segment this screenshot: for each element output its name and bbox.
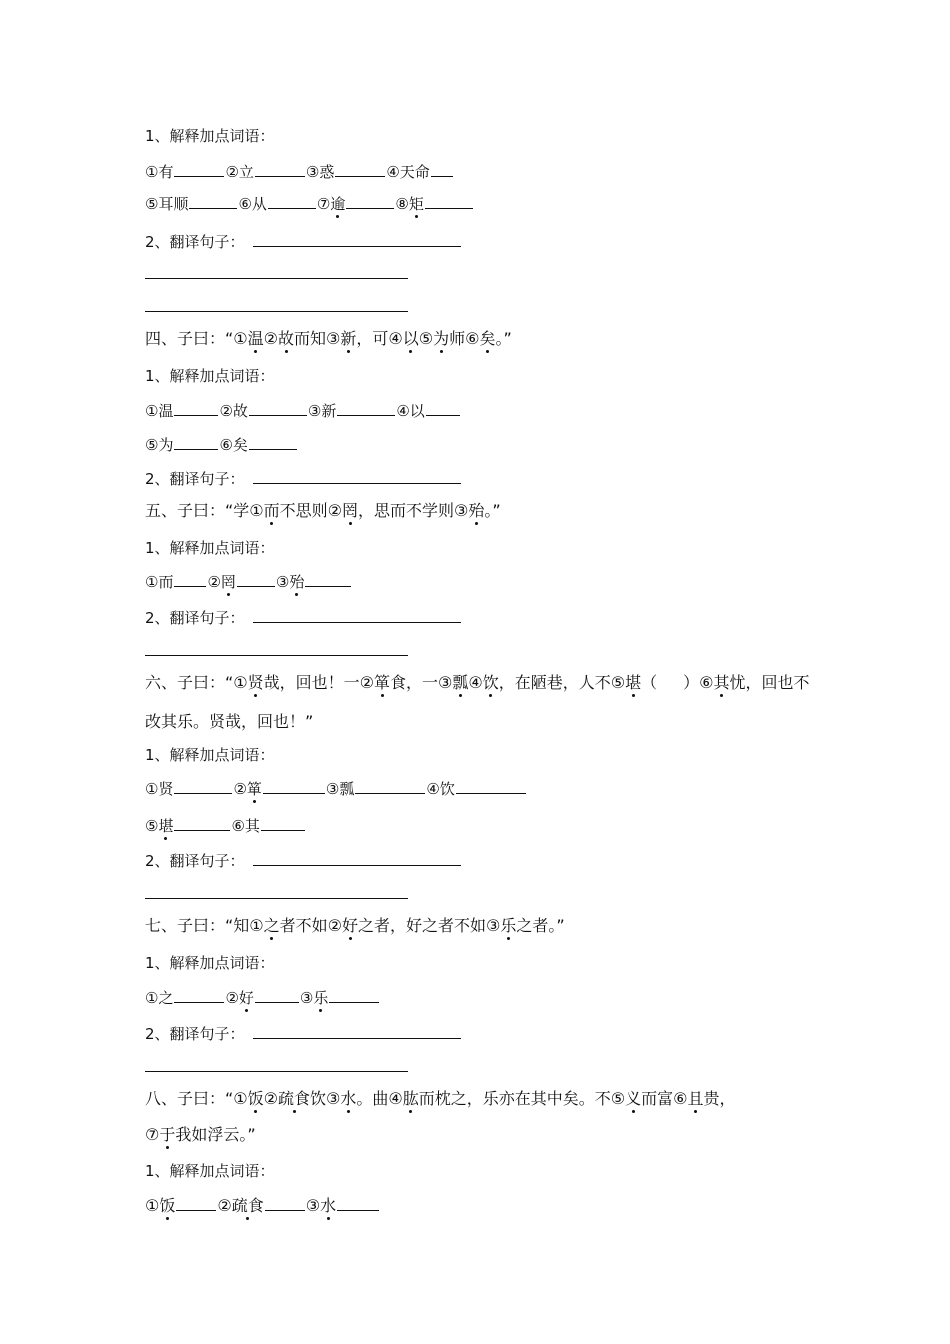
- answer-blank[interactable]: [249, 434, 297, 450]
- text: 七、子曰：“知①: [145, 916, 264, 935]
- text: 我如浮云。”: [175, 1125, 256, 1144]
- text: （: [641, 673, 658, 692]
- sec4-question-2: [145, 468, 462, 489]
- dotted-char: 义: [625, 1089, 642, 1108]
- dotted-char: 乐: [500, 916, 517, 935]
- term: ①: [145, 1196, 160, 1215]
- answer-blank[interactable]: [174, 987, 224, 1003]
- term: ③新: [307, 402, 337, 420]
- text: ，可④: [356, 329, 403, 348]
- answer-blank[interactable]: [176, 1195, 216, 1211]
- translate-label: 2、翻译句子：: [145, 233, 245, 251]
- dotted-char: 贤: [247, 673, 264, 692]
- dotted-char: 瓢: [452, 673, 469, 692]
- text: ，在陋巷，人不⑤: [498, 673, 626, 692]
- term: ⑥从: [238, 195, 267, 213]
- text: 者不如②: [279, 916, 343, 935]
- text: 师⑥: [449, 329, 480, 348]
- answer-blank[interactable]: [329, 987, 379, 1003]
- term: ③惑: [305, 163, 335, 181]
- answer-blank[interactable]: [426, 400, 460, 416]
- term: ⑤为: [145, 436, 174, 454]
- translation-blank[interactable]: [253, 1023, 461, 1039]
- text: 。”: [495, 329, 512, 348]
- sec6-heading-line-2: 改其乐。贤哉，回也！”: [145, 712, 314, 731]
- translation-line[interactable]: [145, 898, 408, 899]
- dotted-char: 而: [263, 501, 280, 520]
- answer-blank[interactable]: [431, 161, 453, 177]
- term: ⑧: [395, 195, 409, 213]
- term: ⑤: [145, 817, 159, 835]
- text: 忧，回也不: [729, 673, 810, 692]
- dotted-char: 堪: [158, 817, 174, 835]
- dotted-char: 水: [340, 1089, 357, 1108]
- answer-blank[interactable]: [255, 161, 305, 177]
- sec5-question-2: [145, 607, 462, 628]
- answer-blank[interactable]: [174, 400, 218, 416]
- sec7-heading: [145, 916, 565, 936]
- sec7-answer-row-1: [145, 987, 380, 1008]
- term: ③瓢: [325, 780, 355, 798]
- answer-blank[interactable]: [335, 161, 385, 177]
- sec7-question-1: 1、解释加点词语：: [145, 954, 275, 972]
- sec4-question-1: 1、解释加点词语：: [145, 367, 275, 385]
- answer-blank[interactable]: [355, 778, 425, 794]
- text: ②: [263, 329, 278, 348]
- sec6-question-1: 1、解释加点词语：: [145, 746, 275, 764]
- text: ②: [263, 1089, 278, 1108]
- translate-label: 2、翻译句子：: [145, 470, 245, 488]
- text: ⑦: [145, 1125, 160, 1144]
- translation-line[interactable]: [145, 655, 408, 656]
- term: ②: [225, 989, 239, 1007]
- text: 而富⑥: [641, 1089, 688, 1108]
- answer-blank[interactable]: [265, 1195, 305, 1211]
- answer-blank[interactable]: [255, 987, 299, 1003]
- answer-blank[interactable]: [346, 193, 394, 209]
- dotted-char: 肱: [402, 1089, 419, 1108]
- dotted-char: 温: [247, 329, 264, 348]
- answer-blank[interactable]: [174, 434, 218, 450]
- answer-blank[interactable]: [237, 571, 275, 587]
- term: ③: [305, 1196, 321, 1215]
- answer-blank[interactable]: [337, 1195, 379, 1211]
- text: 。”: [484, 501, 501, 520]
- dotted-char: 好: [342, 916, 359, 935]
- term: ④饮: [426, 780, 455, 798]
- dotted-char: 逾: [330, 195, 346, 213]
- translation-line[interactable]: [145, 311, 408, 312]
- dotted-char: 乐: [313, 989, 329, 1007]
- text: ，思而不学则③: [358, 501, 469, 520]
- answer-blank[interactable]: [425, 193, 473, 209]
- term: ①贤: [145, 780, 174, 798]
- term: ⑥其: [231, 817, 260, 835]
- text: 六、子曰：“①: [145, 673, 248, 692]
- answer-blank[interactable]: [249, 400, 307, 416]
- term: ⑤耳顺: [145, 195, 189, 213]
- term: ⑥矣: [219, 436, 248, 454]
- sec4-answer-row-1: [145, 400, 461, 421]
- translate-label: 2、翻译句子：: [145, 1025, 245, 1043]
- translation-line[interactable]: [145, 1071, 408, 1072]
- term: ②: [217, 1196, 232, 1215]
- answer-blank[interactable]: [189, 193, 237, 209]
- term: ①温: [145, 402, 174, 420]
- dotted-char: 于: [159, 1125, 176, 1144]
- dotted-char: 饭: [159, 1196, 176, 1215]
- dotted-char: 疏食: [278, 1089, 311, 1108]
- sec3-question-2: [145, 231, 462, 252]
- translation-line[interactable]: [145, 278, 408, 279]
- dotted-char: 饮: [482, 673, 499, 692]
- sec8-heading-line-1: [145, 1089, 736, 1109]
- translate-label: 2、翻译句子：: [145, 852, 245, 870]
- dotted-char: 疏食: [231, 1196, 264, 1215]
- translation-blank[interactable]: [253, 231, 461, 247]
- term: ③: [299, 989, 314, 1007]
- dotted-char: 饭: [247, 1089, 264, 1108]
- dotted-char: 罔: [342, 501, 359, 520]
- term: ①而: [145, 573, 174, 591]
- translation-blank[interactable]: [253, 607, 461, 623]
- answer-blank[interactable]: [174, 571, 206, 587]
- answer-blank[interactable]: [456, 778, 526, 794]
- sec4-answer-row-2: [145, 434, 298, 455]
- text: 贵，: [703, 1089, 736, 1108]
- text: ④: [468, 673, 483, 692]
- answer-blank[interactable]: [263, 778, 325, 794]
- sec6-answer-row-1: [145, 778, 527, 799]
- text: 四、子曰：“①: [145, 329, 248, 348]
- text: 八、子曰：“①: [145, 1089, 248, 1108]
- term: ②: [207, 573, 221, 591]
- term: ③: [275, 573, 290, 591]
- text: 哉，回也！一②: [263, 673, 375, 692]
- text: 而知③: [294, 329, 341, 348]
- sec6-question-2: [145, 850, 462, 871]
- sec6-heading-line-1: [145, 673, 810, 693]
- dotted-char: 故: [278, 329, 295, 348]
- term: ②: [233, 780, 247, 798]
- sec8-question-1: 1、解释加点词语：: [145, 1162, 275, 1180]
- term: ④以: [396, 402, 425, 420]
- sec8-heading-line-2: [145, 1125, 256, 1145]
- sec6-answer-row-2: [145, 815, 306, 836]
- dotted-char: 殆: [468, 501, 485, 520]
- dotted-char: 罔: [220, 573, 236, 591]
- dotted-char: 且: [687, 1089, 704, 1108]
- term: ②故: [219, 402, 248, 420]
- dotted-char: 矣: [479, 329, 496, 348]
- translation-blank[interactable]: [253, 850, 461, 866]
- dotted-char: 新: [340, 329, 357, 348]
- dotted-char: 之: [263, 916, 280, 935]
- text: 。曲④: [356, 1089, 403, 1108]
- dotted-char: 好: [238, 989, 254, 1007]
- sec4-heading: [145, 329, 512, 349]
- answer-blank[interactable]: [174, 161, 224, 177]
- term: ①之: [145, 989, 174, 1007]
- text: 之者。”: [516, 916, 565, 935]
- answer-blank[interactable]: [268, 193, 316, 209]
- text: 食，一③: [390, 673, 453, 692]
- answer-blank[interactable]: [174, 815, 230, 831]
- answer-blank[interactable]: [337, 400, 395, 416]
- sec7-question-2: [145, 1023, 462, 1044]
- text: ⑤: [418, 329, 434, 348]
- term: ⑦: [316, 195, 331, 213]
- text: 而枕之，乐亦在其中矣。不⑤: [418, 1089, 626, 1108]
- text: 不思则②: [279, 501, 343, 520]
- dotted-char: 其: [713, 673, 730, 692]
- sec3-answer-row-2: [145, 193, 474, 214]
- dotted-char: 水: [320, 1196, 337, 1215]
- text: 之者，好之者不如③: [358, 916, 501, 935]
- dotted-char: 堪: [625, 673, 642, 692]
- sec3-answer-row-1: [145, 161, 454, 182]
- answer-blank[interactable]: [305, 571, 351, 587]
- text: 五、子曰：“学①: [145, 501, 264, 520]
- term: ④天命: [386, 163, 430, 181]
- term: ②立: [225, 163, 254, 181]
- text: 饮③: [310, 1089, 341, 1108]
- answer-blank[interactable]: [261, 815, 305, 831]
- text: ）⑥: [683, 673, 714, 692]
- translate-label: 2、翻译句子：: [145, 609, 245, 627]
- sec5-answer-row-1: [145, 571, 352, 592]
- sec5-heading: [145, 501, 501, 521]
- dotted-char: 为: [433, 329, 450, 348]
- dotted-char: 箪: [246, 780, 262, 798]
- dotted-char: 矩: [408, 195, 424, 213]
- dotted-char: 箪: [374, 673, 391, 692]
- sec3-question-1: 1、解释加点词语：: [145, 127, 275, 145]
- sec5-question-1: 1、解释加点词语：: [145, 539, 275, 557]
- dotted-char: 以: [402, 329, 419, 348]
- dotted-char: 殆: [289, 573, 305, 591]
- answer-blank[interactable]: [174, 778, 232, 794]
- translation-blank[interactable]: [253, 468, 461, 484]
- term: ①有: [145, 163, 174, 181]
- sec8-answer-row-1: [145, 1195, 380, 1216]
